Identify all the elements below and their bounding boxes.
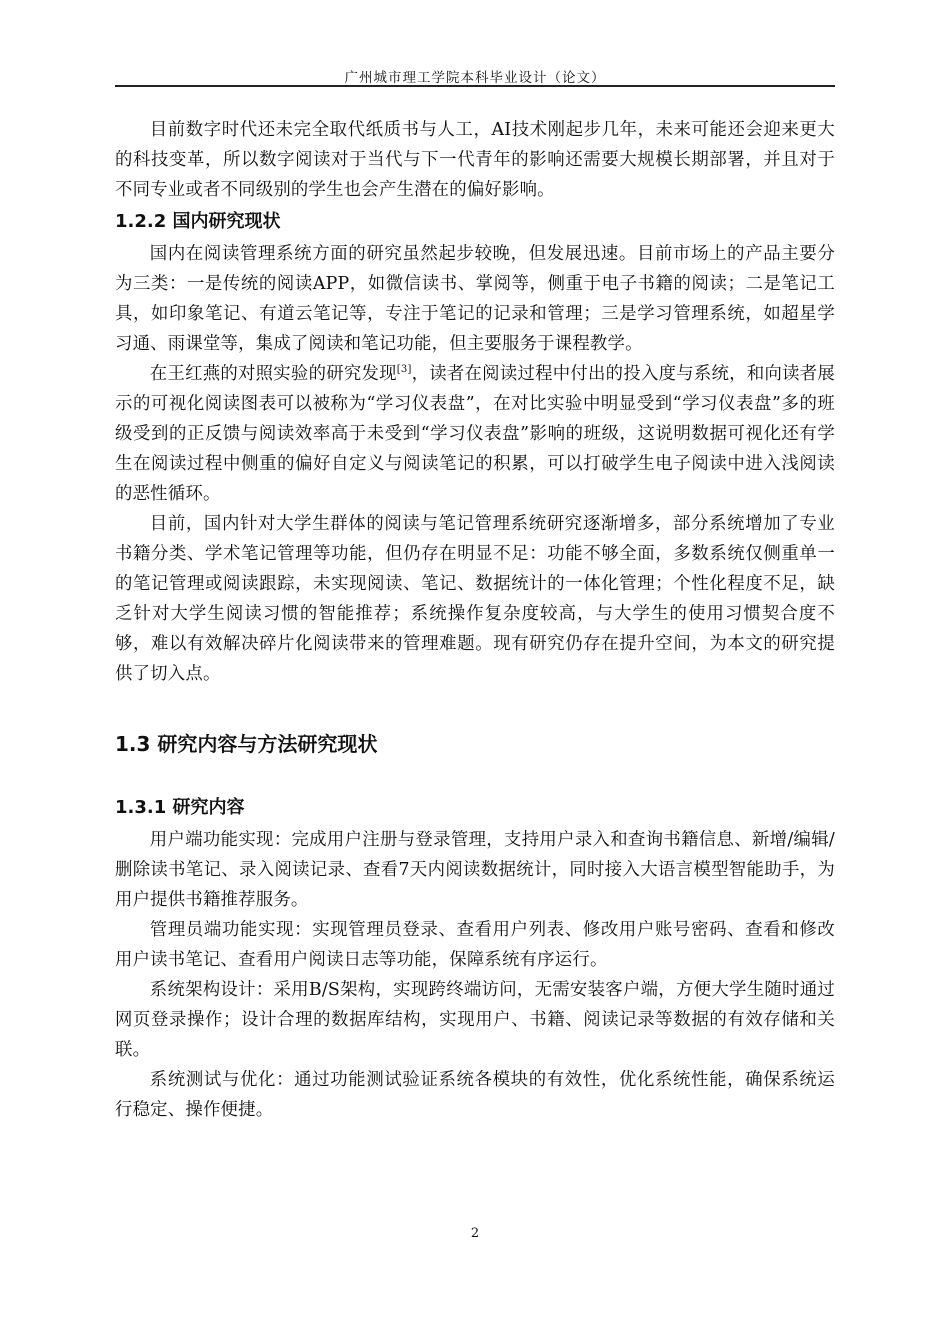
citation-ref: [3] [396,364,412,376]
paragraph-domestic-1: 国内在阅读管理系统方面的研究虽然起步较晚，但发展迅速。目前市场上的产品主要分为三类：一是传统的阅读APP，如微信读书、掌阅等，侧重于电子书籍的阅读；二是笔记工具，如印象笔记、有道云笔记等，专注于笔记的记录和管理；三是学习管理系统，如超星学习通、雨课堂等，集成了阅读和笔记功能，但主要服务于课程教学。 [115,244,835,354]
paragraph-domestic-2-text-a: 在王红燕的对照实验的研究发现 [149,364,397,384]
paragraph-domestic-2 [115,359,835,509]
paragraph-user-features: 用户端功能实现：完成用户注册与登录管理，支持用户录入和查询书籍信息、新增/编辑/删除读书笔记、录入阅读记录、查看7天内阅读数据统计，同时接入大语言模型智能助手，为用户提供书籍推荐服务。 [115,830,835,910]
paragraph-domestic-3: 目前，国内针对大学生群体的阅读与笔记管理系统研究逐渐增多，部分系统增加了专业书籍分类、学术笔记管理等功能，但仍存在明显不足：功能不够全面，多数系统仅侧重单一的笔记管理或阅读跟踪，未实现阅读、笔记、数据统计的一体化管理；个性化程度不足，缺乏针对大学生阅读习惯的智能推荐；系统操作复杂度较高，与大学生的使用习惯契合度不够，难以有效解决碎片化阅读带来的管理难题。现有研究仍存在提升空间，为本文的研究提供了切入点。 [115,514,835,684]
heading-1-3-1: 1.3.1 研究内容 [115,797,245,818]
page-header: 广州城市理工学院本科毕业设计（论文） [344,70,606,86]
paragraph-admin-features: 管理员端功能实现：实现管理员登录、查看用户列表、修改用户账号密码、查看和修改用户读书笔记、查看用户阅读日志等功能，保障系统有序运行。 [115,920,835,970]
paragraph-testing: 系统测试与优化：通过功能测试验证系统各模块的有效性，优化系统性能，确保系统运行稳定、操作便捷。 [115,1070,835,1120]
intro-paragraph: 目前数字时代还未完全取代纸质书与人工，AI技术刚起步几年，未来可能还会迎来更大的科技变革，所以数字阅读对于当代与下一代青年的影响还需要大规模长期部署，并且对于不同专业或者不同级别的学生也会产生潜在的偏好影响。 [115,120,835,200]
page-number: 2 [470,1226,480,1241]
header-rule [115,85,835,87]
paragraph-domestic-2-text-b: ，读者在阅读过程中付出的投入度与系统，和向读者展示的可视化阅读图表可以被称为“学习仪表盘”，在对比实验中明显受到“学习仪表盘”多的班级受到的正反馈与阅读效率高于未受到“学习仪表盘”影响的班级，这说明数据可视化还有学生在阅读过程中侧重的偏好自定义与阅读笔记的积累，可以打破学生电子阅读中进入浅阅读的恶性循环。 [115,364,835,504]
heading-1-2-2: 1.2.2 国内研究现状 [115,211,281,232]
page-content [115,115,835,1125]
paragraph-architecture: 系统架构设计：采用B/S架构，实现跨终端访问，无需安装客户端，方便大学生随时通过网页登录操作；设计合理的数据库结构，实现用户、书籍、阅读记录等数据的有效存储和关联。 [115,980,835,1060]
heading-1-3: 1.3 研究内容与方法研究现状 [115,732,378,756]
